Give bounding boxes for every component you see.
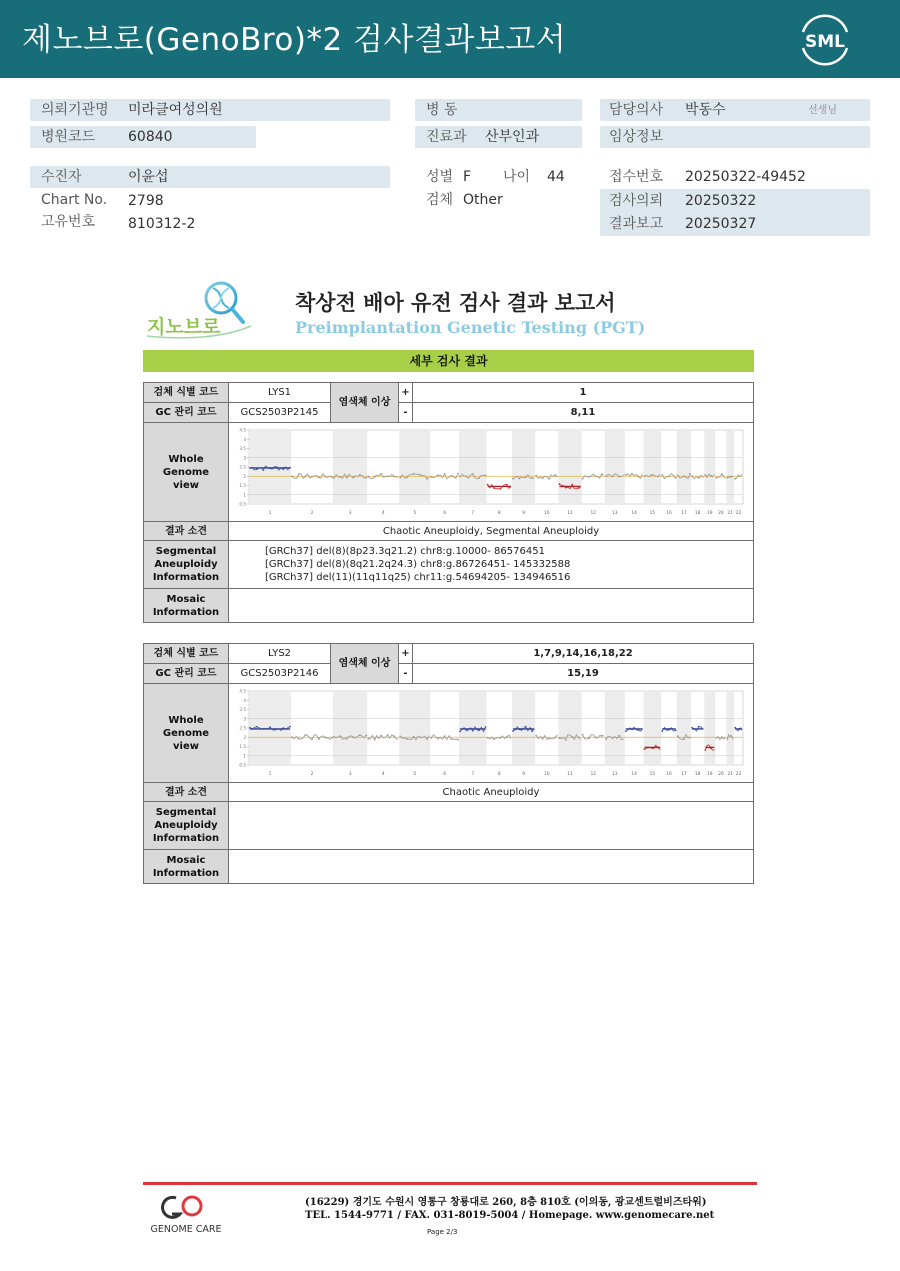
mosaic-label: Mosaic Information: [144, 850, 229, 884]
report-title-en: Preimplantation Genetic Testing (PGT): [295, 318, 646, 337]
gc-code-label: GC 관리 코드: [144, 664, 229, 684]
y-tick-label: 2: [243, 473, 246, 479]
loss-sign: -: [399, 664, 413, 684]
y-tick-label: 3: [243, 455, 246, 461]
mosaic-value: [229, 589, 754, 623]
chromosome-band: [726, 430, 734, 504]
specimen-code-label: 검체 식별 코드: [144, 644, 229, 664]
age-label: 나이: [503, 169, 531, 185]
chromosome-band: [677, 430, 691, 504]
specimen-label: 검체: [426, 192, 454, 208]
chromosome-band: [644, 691, 662, 765]
chromosome-label: 16: [666, 772, 672, 777]
genome-view-cell: [229, 423, 754, 522]
y-tick-label: 1: [243, 753, 246, 759]
segmental-line-3: [GRCh37] del(11)(11q11q25) chr11:g.54694205- 134946516: [265, 572, 571, 583]
chromosome-label: 12: [590, 772, 597, 777]
chromosome-band: [558, 430, 581, 504]
y-tick-label: 0.5: [239, 501, 246, 507]
gain-value: 1,7,9,14,16,18,22: [413, 644, 754, 664]
sample-table-2: [143, 643, 754, 884]
chromosome-label: 12: [590, 511, 597, 516]
genome-care-logo: [140, 1192, 232, 1236]
gain-value: 1: [413, 383, 754, 403]
chromosome-label: 16: [666, 511, 672, 516]
chromosome-label: 14: [631, 772, 637, 777]
loss-sign: -: [399, 403, 413, 423]
patient-row-bg: [30, 166, 390, 188]
segmental-value: [229, 802, 754, 850]
chromosome-label: 20: [718, 511, 724, 516]
chromosome-band: [249, 691, 291, 765]
chromosome-band: [333, 430, 367, 504]
plot-frame: [249, 430, 743, 504]
gc-code-value: GCS2503P2145: [229, 403, 331, 423]
patient-info: [0, 0, 900, 260]
gain-sign: +: [399, 383, 413, 403]
section-title: 세부 검사 결과: [143, 350, 754, 372]
gc-code-value: GCS2503P2146: [229, 664, 331, 684]
chromosome-band: [704, 691, 715, 765]
chromosome-label: 15: [649, 772, 656, 777]
chromosome-label: 22: [735, 511, 742, 516]
report-value: 20250327: [685, 216, 757, 232]
chromosome-label: 19: [707, 511, 713, 516]
genobro-logo-text: 지노브로: [147, 316, 221, 338]
clinical-label: 임상정보: [609, 129, 664, 145]
sample-table-1: [143, 382, 754, 623]
chromosome-band: [726, 691, 734, 765]
chromosome-label: 8: [497, 511, 501, 516]
chromosome-label: 21: [727, 772, 734, 777]
y-tick-label: 2.5: [239, 725, 246, 731]
page-number: Page 2/3: [427, 1228, 458, 1236]
chromosome-label: 2: [310, 511, 314, 516]
footer-address: [305, 1196, 714, 1222]
y-tick-label: 3: [243, 716, 246, 722]
chromosome-band: [333, 691, 367, 765]
chromosome-label: 22: [735, 772, 742, 777]
chromosome-band: [677, 691, 691, 765]
chromosome-band: [249, 430, 291, 504]
chromosome-band: [399, 430, 430, 504]
chromosome-label: 5: [413, 511, 417, 516]
specimen-code-value: LYS1: [229, 383, 331, 403]
doctor-suffix: 선생님: [808, 105, 837, 116]
segmental-label: Segmental Aneuploidy Information: [144, 541, 229, 589]
chromosome-label: 18: [694, 511, 701, 516]
hospital-code-value: 60840: [128, 129, 173, 145]
footer-divider: [143, 1182, 757, 1185]
institution-value: 미라클여성의원: [128, 102, 223, 118]
genobro-logo: [143, 280, 255, 342]
mosaic-value: [229, 850, 754, 884]
chromosome-label: 3: [348, 772, 352, 777]
contact-line: TEL. 1544-9771 / FAX. 031-8019-5004 / Homepage. www.genomecare.net: [305, 1210, 715, 1221]
age-value: 44: [547, 169, 565, 185]
chromosome-label: 13: [612, 772, 618, 777]
chromosome-band: [459, 430, 487, 504]
chromosome-label: 1: [268, 511, 272, 516]
loss-value: 8,11: [413, 403, 754, 423]
chromosome-label: 5: [413, 772, 417, 777]
y-tick-label: 1.5: [239, 744, 246, 749]
segmental-line-1: [GRCh37] del(8)(8p23.3q21.2) chr8:g.10000- 86576451: [265, 546, 545, 557]
chromosome-label: 4: [381, 511, 385, 516]
chromosome-label: 7: [471, 772, 475, 777]
department-value: 산부인과: [485, 129, 540, 145]
ward-label: 병 동: [426, 102, 458, 118]
specimen-code-value: LYS2: [229, 644, 331, 664]
chromosome-label: 17: [681, 772, 687, 777]
plot-frame: [249, 691, 743, 765]
genome-view-cell: [229, 684, 754, 783]
y-tick-label: 2: [243, 734, 246, 740]
doctor-label: 담당의사: [609, 102, 664, 118]
report-label: 결과보고: [609, 216, 664, 232]
chart-no-label: Chart No.: [41, 192, 108, 208]
receipt-label: 접수번호: [609, 169, 664, 185]
chart-no-value: 2798: [128, 193, 164, 209]
segmental-label: Segmental Aneuploidy Information: [144, 802, 229, 850]
chrom-abn-label: 염색체 이상: [331, 383, 399, 423]
y-tick-label: 0.5: [239, 762, 246, 768]
y-tick-label: 4.5: [239, 688, 246, 694]
y-tick-label: 2.5: [239, 464, 246, 470]
gc-code-label: GC 관리 코드: [144, 403, 229, 423]
doctor-value: 박동수: [685, 102, 726, 118]
chromosome-label: 2: [310, 772, 314, 777]
y-tick-label: 4: [243, 697, 246, 703]
chromosome-label: 7: [471, 511, 475, 516]
chromosome-label: 20: [718, 772, 724, 777]
chromosome-label: 1: [268, 772, 272, 777]
segmental-line-2: [GRCh37] del(8)(8q21.2q24.3) chr8:g.86726451- 145332588: [265, 559, 571, 570]
chromosome-label: 15: [649, 511, 656, 516]
chromosome-label: 9: [522, 772, 525, 777]
receipt-value: 20250322-49452: [685, 169, 806, 185]
chromosome-band: [512, 430, 535, 504]
chromosome-label: 11: [567, 511, 573, 516]
chromosome-label: 21: [727, 511, 734, 516]
department-label: 진료과: [426, 129, 467, 145]
chromosome-label: 4: [381, 772, 385, 777]
chromosome-label: 6: [443, 511, 446, 516]
y-tick-label: 1: [243, 492, 246, 498]
y-tick-label: 3.5: [239, 446, 246, 451]
request-value: 20250322: [685, 193, 757, 209]
chromosome-label: 13: [612, 511, 618, 516]
loss-value: 15,19: [413, 664, 754, 684]
chromosome-label: 19: [707, 772, 713, 777]
genome-care-logo-text: GENOME CARE: [150, 1224, 222, 1235]
y-tick-label: 4: [243, 436, 246, 442]
address-line: (16229) 경기도 수원시 영통구 창룡대로 260, 8층 810호 (이의동, 광교센트럴비즈타워): [305, 1197, 707, 1208]
page-title: 제노브로(GenoBro)*2 검사결과보고서: [22, 22, 567, 58]
id-value: 810312-2: [128, 216, 196, 232]
chromosome-label: 8: [497, 772, 501, 777]
specimen-code-label: 검체 식별 코드: [144, 383, 229, 403]
result-value: Chaotic Aneuploidy: [229, 783, 754, 802]
chromosome-label: 10: [544, 511, 550, 516]
chromosome-band: [605, 430, 625, 504]
result-label: 결과 소견: [144, 783, 229, 802]
y-tick-label: 4.5: [239, 427, 246, 433]
chromosome-band: [399, 691, 430, 765]
genome-view-chart-1: [235, 426, 747, 518]
id-label: 고유번호: [41, 214, 96, 230]
result-label: 결과 소견: [144, 522, 229, 541]
institution-label: 의뢰기관명: [41, 102, 109, 118]
chromosome-label: 11: [567, 772, 573, 777]
sml-logo-text: SML: [805, 32, 845, 52]
chromosome-band: [644, 430, 662, 504]
chromosome-band: [704, 430, 715, 504]
sex-label: 성별: [426, 169, 454, 185]
hospital-code-label: 병원코드: [41, 129, 96, 145]
specimen-value: Other: [463, 192, 503, 208]
genome-view-chart-2: [235, 687, 747, 779]
chromosome-label: 3: [348, 511, 352, 516]
chromosome-label: 10: [544, 772, 550, 777]
result-value: Chaotic Aneuploidy, Segmental Aneuploidy: [229, 522, 754, 541]
gain-sign: +: [399, 644, 413, 664]
mosaic-label: Mosaic Information: [144, 589, 229, 623]
y-tick-label: 1.5: [239, 483, 246, 488]
chrom-abn-label: 염색체 이상: [331, 644, 399, 684]
segmental-value: [229, 541, 754, 589]
report-title-kr: 착상전 배아 유전 검사 결과 보고서: [295, 291, 616, 315]
whole-genome-label: Whole Genome view: [144, 423, 229, 522]
chromosome-label: 18: [694, 772, 701, 777]
chromosome-label: 6: [443, 772, 446, 777]
chromosome-band: [558, 691, 581, 765]
patient-label: 수진자: [41, 169, 82, 185]
chromosome-band: [605, 691, 625, 765]
chromosome-label: 17: [681, 511, 687, 516]
y-tick-label: 3.5: [239, 707, 246, 712]
request-label: 검사의뢰: [609, 193, 664, 209]
patient-value: 이윤섭: [128, 169, 169, 185]
chromosome-label: 14: [631, 511, 637, 516]
whole-genome-label: Whole Genome view: [144, 684, 229, 783]
chromosome-label: 9: [522, 511, 525, 516]
sex-value: F: [463, 169, 472, 185]
